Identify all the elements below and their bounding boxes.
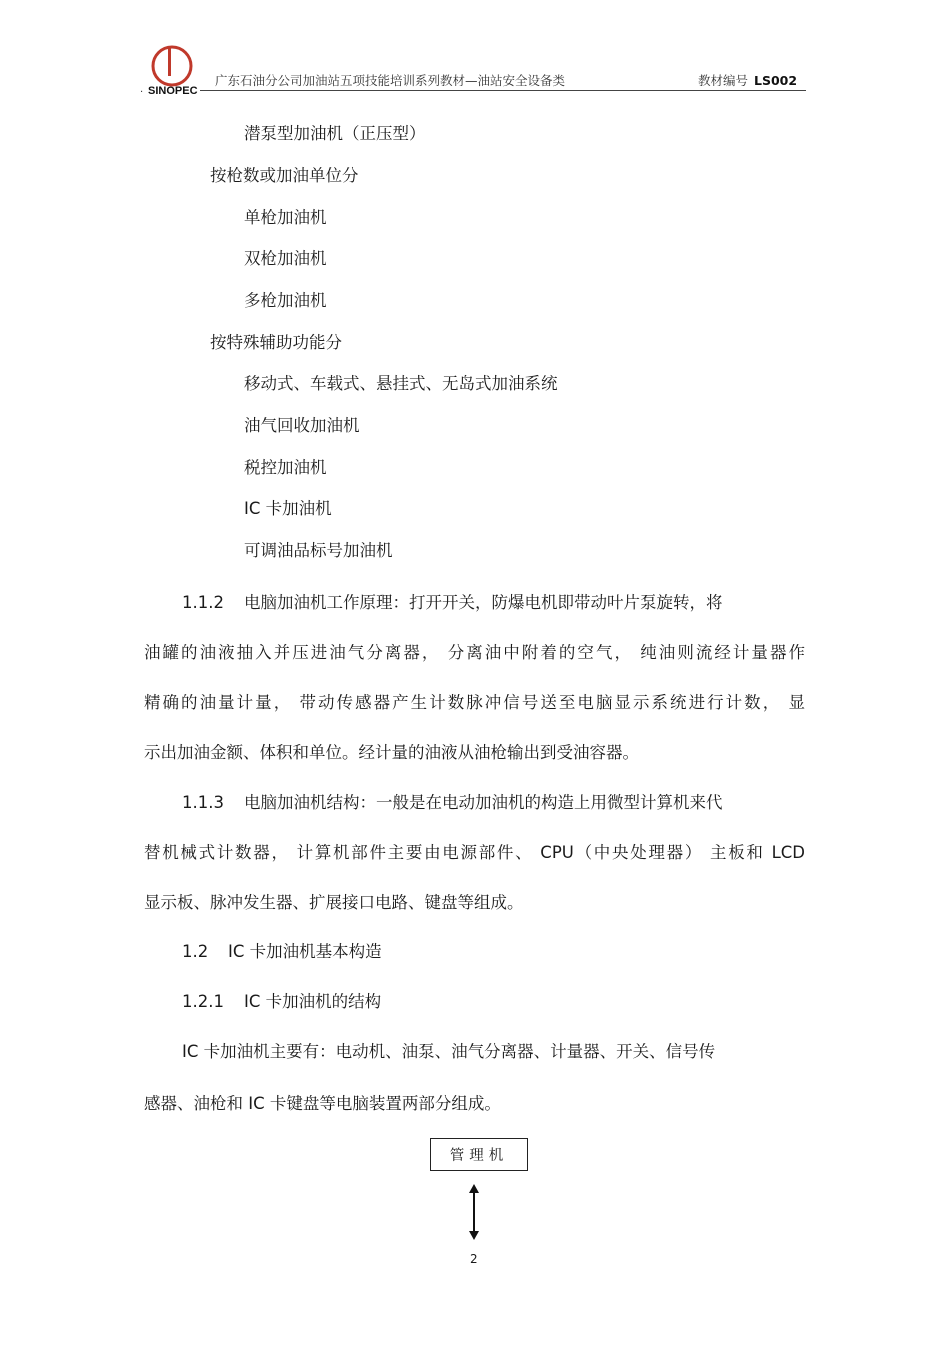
- list-line: 税控加油机: [244, 458, 327, 477]
- paragraph-line: 替机械式计数器， 计算机部件主要由电源部件、 CPU（中央处理器） 主板和 LCD: [144, 843, 805, 862]
- section-number: 1.2.1: [182, 992, 224, 1011]
- page-number: 2: [470, 1252, 478, 1266]
- paragraph-line: 感器、油枪和 IC 卡键盘等电脑装置两部分组成。: [144, 1094, 501, 1113]
- svg-text:SINOPEC: SINOPEC: [148, 85, 198, 96]
- code-value: LS002: [754, 73, 798, 88]
- list-line: 双枪加油机: [244, 249, 327, 268]
- list-line: 移动式、车载式、悬挂式、无岛式加油系统: [244, 374, 558, 393]
- list-heading: 按特殊辅助功能分: [210, 333, 342, 352]
- list-line: 油气回收加油机: [244, 416, 360, 435]
- header-rule: [200, 90, 806, 91]
- header-code: [698, 71, 797, 89]
- list-line: 潜泵型加油机（正压型）: [244, 124, 426, 143]
- paragraph-line: 电脑加油机结构：一般是在电动加油机的构造上用微型计算机来代: [244, 793, 723, 812]
- header-dot: .: [140, 84, 144, 95]
- list-line: 单枪加油机: [244, 208, 327, 227]
- paragraph-line: 显示板、脉冲发生器、扩展接口电路、键盘等组成。: [144, 893, 524, 912]
- section-number: 1.2: [182, 942, 209, 961]
- sinopec-logo-icon: [146, 44, 198, 96]
- paragraph-line: 油罐的油液抽入并压进油气分离器， 分离油中附着的空气， 纯油则流经计量器作: [144, 643, 805, 662]
- list-line: 可调油品标号加油机: [244, 541, 393, 560]
- double-arrow-icon: [464, 1184, 484, 1240]
- code-label: 教材编号: [698, 73, 749, 88]
- header-title: 广东石油分公司加油站五项技能培训系列教材—油站安全设备类: [215, 73, 566, 88]
- section-title: IC 卡加油机基本构造: [228, 942, 382, 961]
- paragraph-line: IC 卡加油机主要有：电动机、油泵、油气分离器、计量器、开关、信号传: [182, 1042, 716, 1061]
- list-line: 多枪加油机: [244, 291, 327, 310]
- box-label: 管理机: [449, 1148, 509, 1164]
- list-heading: 按枪数或加油单位分: [210, 166, 359, 185]
- list-line: IC 卡加油机: [244, 499, 332, 518]
- paragraph-line: 精确的油量计量， 带动传感器产生计数脉冲信号送至电脑显示系统进行计数， 显: [144, 693, 805, 712]
- section-number: 1.1.3: [182, 793, 224, 812]
- paragraph-line: 示出加油金额、体积和单位。经计量的油液从油枪输出到受油容器。: [144, 743, 639, 762]
- management-machine-box: [430, 1138, 528, 1171]
- section-number: 1.1.2: [182, 593, 224, 612]
- section-title: IC 卡加油机的结构: [244, 992, 382, 1011]
- paragraph-line: 电脑加油机工作原理：打开开关，防爆电机即带动叶片泵旋转，将: [244, 593, 723, 612]
